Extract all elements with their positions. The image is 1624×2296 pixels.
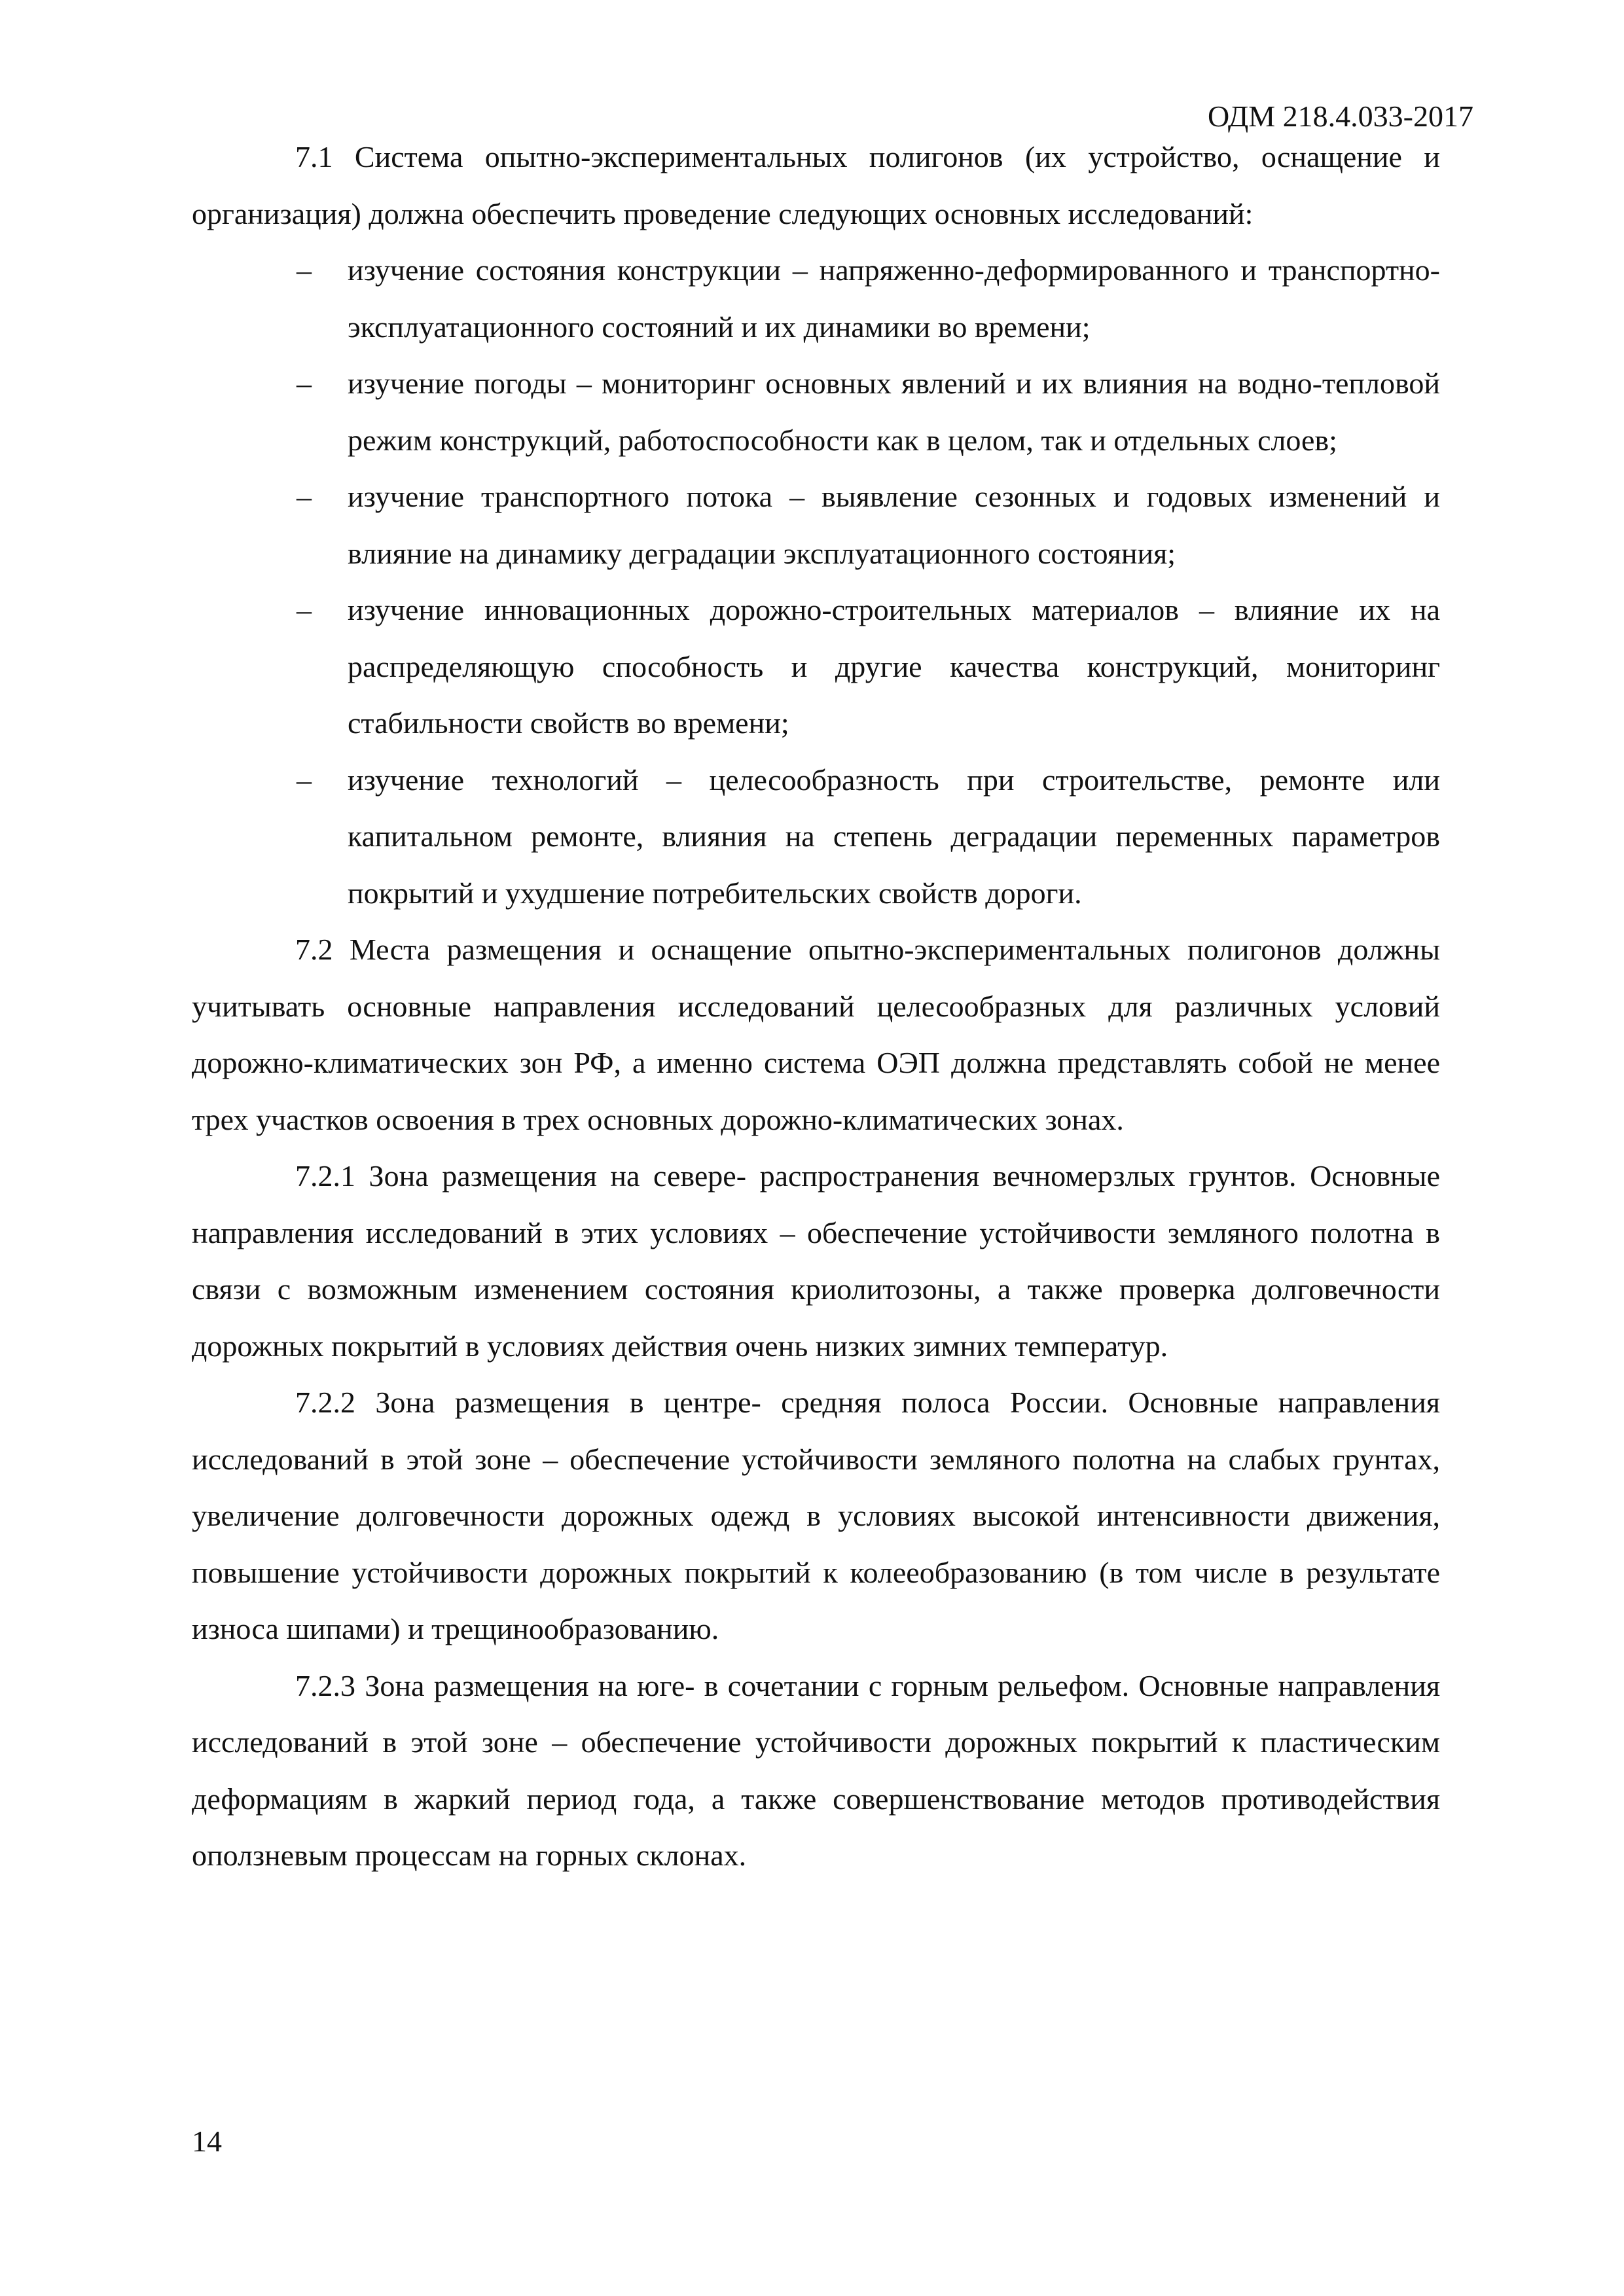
paragraph-7-1-intro: 7.1 Система опытно-экспериментальных полигонов (их устройство, оснащение и организация) должна обеспечить проведение следующих основных исследований: [192, 140, 1440, 230]
list-item [192, 242, 1440, 355]
document-body [192, 129, 1440, 1884]
list-item-text: изучение технологий – целесообразность при строительстве, ремонте или капитальном ремонте, влияния на степень деградации переменных параметров покрытий и ухудшение потребительских свойств дороги. [348, 762, 1440, 910]
list-dash-marker: – [297, 253, 312, 287]
list-item [192, 582, 1440, 752]
list-item [192, 355, 1440, 469]
list-item-text: изучение инновационных дорожно-строительных материалов – влияние их на распределяющую способность и другие качества конструкций, мониторинг стабильности свойств во времени; [348, 593, 1440, 740]
list-dash-marker: – [297, 593, 312, 626]
paragraph-7-2-2: 7.2.2 Зона размещения в центре- средняя полоса России. Основные направления исследований в этой зоне – обеспечение устойчивости земляного полотна на слабых грунтах, увеличение долговечности дорожных одежд в условиях высокой интенсивности движения, повышение устойчивости дорожных покрытий к колееобразованию (в том числе в результате износа шипами) и трещинообразованию. [192, 1386, 1440, 1645]
document-code-header: ОДМ 218.4.033-2017 [1207, 99, 1473, 133]
page-number: 14 [192, 2125, 222, 2158]
list-dash-marker: – [297, 762, 312, 797]
list-item [192, 752, 1440, 922]
paragraph-7-2-1: 7.2.1 Зона размещения на севере- распространения вечномерзлых грунтов. Основные направления исследований в этих условиях – обеспечение устойчивости земляного полотна в связи с возможным изменением состояния криолитозоны, а также проверка долговечности дорожных покрытий в условиях действия очень низких зимних температур. [192, 1159, 1440, 1363]
list-dash-marker: – [297, 367, 312, 400]
paragraph-7-2: 7.2 Места размещения и оснащение опытно-экспериментальных полигонов должны учитывать основные направления исследований целесообразных для различных условий дорожно-климатических зон РФ, а именно система ОЭП должна представлять собой не менее трех участков освоения в трех основных дорожно-климатических зонах. [192, 933, 1440, 1136]
list-item [192, 469, 1440, 582]
list-item-text: изучение состояния конструкции – напряженно-деформированного и транспортно-эксплуатационного состояний и их динамики во времени; [348, 253, 1440, 344]
list-dash-marker: – [297, 480, 312, 513]
paragraph-7-2-3: 7.2.3 Зона размещения на юге- в сочетании с горным рельефом. Основные направления исследований в этой зоне – обеспечение устойчивости дорожных покрытий к пластическим деформациям в жаркий период года, а также совершенствование методов противодействия оползневым процессам на горных склонах. [192, 1668, 1440, 1872]
list-item-text: изучение транспортного потока – выявление сезонных и годовых изменений и влияние на динамику деградации эксплуатационного состояния; [348, 480, 1440, 570]
research-list [192, 242, 1440, 922]
list-item-text: изучение погоды – мониторинг основных явлений и их влияния на водно-тепловой режим конструкций, работоспособности как в целом, так и отдельных слоев; [348, 367, 1440, 457]
